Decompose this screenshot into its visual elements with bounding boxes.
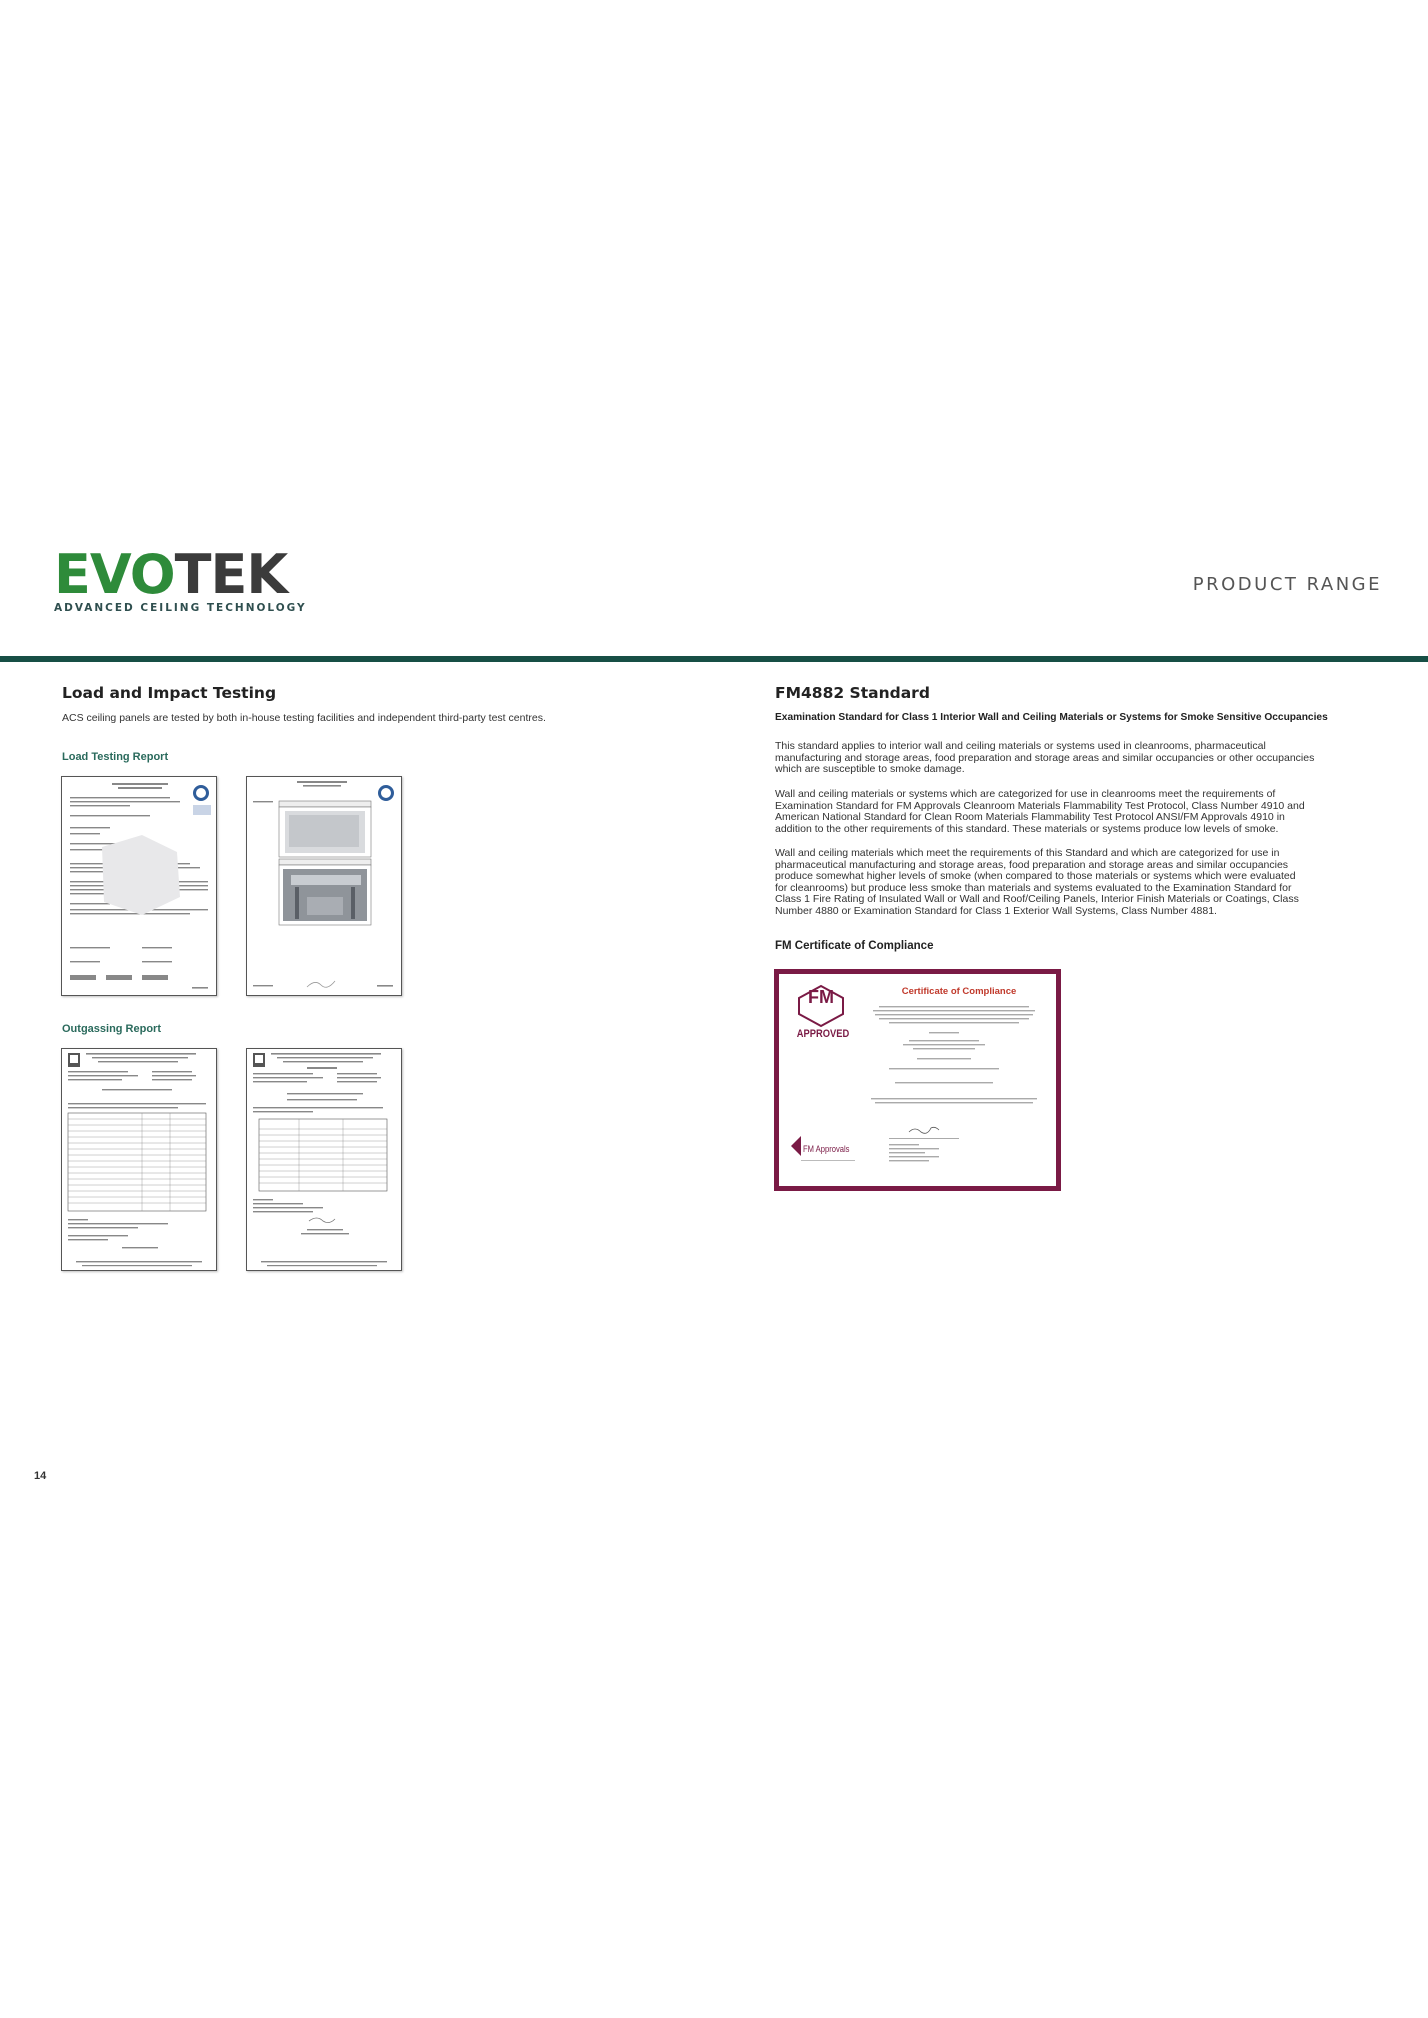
certificate-title: Certificate of Compliance: [901, 986, 1017, 997]
fm-certificate: [774, 969, 1061, 1191]
evotek-logo: [54, 543, 288, 606]
paragraph-3-line-2: pharmaceutical manufacturing and storage areas, food preparation and storage areas and similar occupancies: [775, 858, 1289, 871]
right-subtitle: Examination Standard for Class 1 Interior Wall and Ceiling Materials or Systems for Smoke Sensitive Occupancies: [775, 712, 1328, 723]
paragraph-3-line-5: Class 1 Fire Rating of Insulated Wall or Wall and Roof/Ceiling Panels, Interior Finish Materials or Coatings, Class: [775, 893, 1299, 906]
certificate-inner: [779, 974, 1056, 1186]
paragraph-1-line-1: This standard applies to interior wall and ceiling materials or systems used in cleanrooms, pharmaceutical: [775, 740, 1266, 752]
outgassing-report-page-1: [61, 1048, 217, 1271]
outgassing-heading: Outgassing Report: [62, 1023, 162, 1035]
paragraph-3-line-6: Number 4880 or Examination Standard for Class 1 Exterior Wall Systems, Class Number 4881.: [775, 904, 1217, 917]
standard-paragraph-3: [775, 848, 1428, 918]
paragraph-3-line-1: Wall and ceiling materials which meet the requirements of this Standard and which are categorized for use in: [775, 847, 1280, 859]
header-rule: [0, 656, 1428, 662]
right-title: FM4882 Standard: [775, 684, 930, 702]
outgassing-report-page-2-graphic: [247, 1049, 401, 1270]
outgassing-report-page-2: [246, 1048, 402, 1271]
logo-evo: EVO: [54, 543, 175, 606]
paragraph-2-line-3: American National Standard for Clean Room Materials Flammability Test Protocol ANSI/FM Approvals 4910 in: [775, 811, 1285, 824]
load-testing-heading: Load Testing Report: [62, 751, 169, 763]
paragraph-2-line-1: Wall and ceiling materials or systems which are categorized for use in cleanrooms meet the requirements of: [775, 788, 1276, 800]
section-label: PRODUCT RANGE: [1192, 574, 1382, 595]
approved-label: APPROVED: [796, 1028, 850, 1040]
fm-approvals-logo: FM Approvals: [803, 1144, 850, 1155]
left-title: Load and Impact Testing: [62, 684, 277, 702]
load-report-page-2: [246, 776, 402, 996]
standard-paragraph-2: [775, 789, 1428, 835]
paragraph-1-line-2: manufacturing and storage areas, food preparation and storage areas and similar occupancies or other occupancies: [775, 751, 1315, 764]
outgassing-report-page-1-graphic: [62, 1049, 216, 1270]
load-report-page-1: [61, 776, 217, 996]
paragraph-2-line-2: Examination Standard for FM Approvals Cleanroom Materials Flammability Test Protocol, Class Number 4910 and: [775, 799, 1305, 812]
logo-tek: TEK: [174, 543, 288, 606]
certificate-heading: FM Certificate of Compliance: [775, 940, 934, 952]
fm-mark: FM: [808, 987, 834, 1007]
paragraph-2-line-4: addition to the other requirements of this standard. These materials or systems produce low levels of smoke.: [775, 822, 1279, 835]
load-report-page-1-graphic: [62, 777, 216, 995]
load-report-page-2-graphic: [247, 777, 401, 995]
paragraph-1-line-3: which are susceptible to smoke damage.: [775, 763, 965, 776]
page-number: 14: [34, 1470, 47, 1482]
paragraph-3-line-3: produce somewhat higher levels of smoke (when compared to those materials or systems which were evaluated: [775, 870, 1296, 883]
paragraph-3-line-4: for cleanrooms) but produce less smoke than materials and systems evaluated to the Examination Standard for: [775, 881, 1292, 894]
standard-paragraph-1: [775, 741, 1428, 776]
logo-tagline: ADVANCED CEILING TECHNOLOGY: [54, 602, 307, 614]
left-intro: ACS ceiling panels are tested by both in-house testing facilities and independent third-party test centres.: [62, 712, 546, 724]
